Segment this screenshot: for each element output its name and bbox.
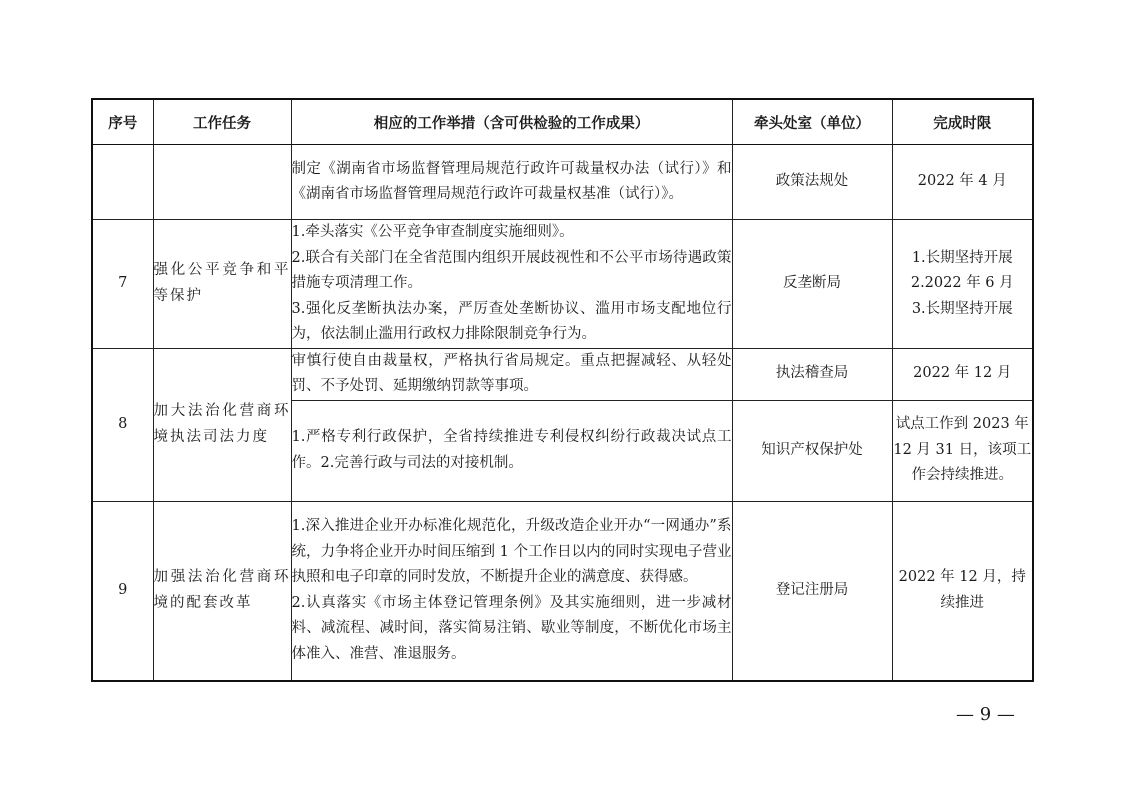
row-dept: 执法稽查局	[732, 348, 892, 400]
row-number: 9	[92, 501, 153, 681]
row-dept: 政策法规处	[732, 145, 892, 220]
header-deadline: 完成时限	[892, 99, 1033, 145]
table-row	[92, 348, 1033, 400]
row-task	[153, 145, 291, 220]
header-dept: 牵头处室（单位）	[732, 99, 892, 145]
row-measures	[291, 400, 732, 501]
deadline-item: 1.长期坚持开展	[911, 249, 1013, 266]
row-task: 加大法治化营商环境执法司法力度	[153, 348, 291, 501]
row-deadline	[892, 501, 1033, 681]
row-measures	[291, 348, 732, 400]
deadline-item: 2022 年 4 月	[917, 173, 1007, 190]
measure-item: 2.联合有关部门在全省范围内组织开展歧视性和不公平市场待遇政策措施专项清理工作。	[291, 249, 732, 291]
measure-item: 2.认真落实《市场主体登记管理条例》及其实施细则，进一步减材料、减流程、减时间，落实简易注销、歇业等制度，不断优化市场主体准入、准营、准退服务。	[291, 594, 732, 662]
table-row	[92, 145, 1033, 220]
header-measures: 相应的工作举措（含可供检验的工作成果）	[291, 99, 732, 145]
row-dept: 反垄断局	[732, 220, 892, 349]
deadline-item: 2022 年 12 月	[913, 365, 1012, 382]
header-no: 序号	[92, 99, 153, 145]
row-number: 8	[92, 348, 153, 501]
row-task: 加强法治化营商环境的配套改革	[153, 501, 291, 681]
measure-item: 3.强化反垄断执法办案，严厉查处垄断协议、滥用市场支配地位行为，依法制止滥用行政权力排除限制竞争行为。	[291, 300, 732, 342]
measure-item: 1.深入推进企业开办标准化规范化，升级改造企业开办“一网通办”系统，力争将企业开办时间压缩到 1 个工作日以内的同时实现电子营业执照和电子印章的同时发放，不断提升企业的满意度、获得感。	[291, 518, 732, 586]
deadline-item: 试点工作到 2023 年 12 月 31 日，该项工作会持续推进。	[893, 416, 1032, 484]
row-number: 7	[92, 220, 153, 349]
row-measures	[291, 145, 732, 220]
measure-item: 审慎行使自由裁量权，严格执行省局规定。重点把握减轻、从轻处罚、不予处罚、延期缴纳罚款等事项。	[291, 352, 732, 394]
deadline-item: 2022 年 12 月，持续推进	[898, 569, 1026, 611]
measure-item: 1.牵头落实《公平竞争审查制度实施细则》。	[291, 224, 574, 240]
row-deadline	[892, 145, 1033, 220]
row-number	[92, 145, 153, 220]
row-deadline	[892, 220, 1033, 349]
table-row	[92, 501, 1033, 681]
row-measures	[291, 501, 732, 681]
table-header-row	[92, 99, 1033, 145]
measure-item: 1.严格专利行政保护，全省持续推进专利侵权纠纷行政裁决试点工作。2.完善行政与司法的对接机制。	[291, 429, 732, 471]
task-table	[91, 98, 1034, 682]
measure-item: 制定《湖南省市场监督管理局规范行政许可裁量权办法（试行）》和《湖南省市场监督管理局规范行政许可裁量权基准（试行）》。	[291, 160, 732, 202]
row-deadline	[892, 348, 1033, 400]
table-row	[92, 220, 1033, 349]
row-deadline	[892, 400, 1033, 501]
header-task: 工作任务	[153, 99, 291, 145]
row-dept: 登记注册局	[732, 501, 892, 681]
deadline-item: 3.长期坚持开展	[911, 300, 1013, 317]
row-dept: 知识产权保护处	[732, 400, 892, 501]
deadline-item: 2.2022 年 6 月	[910, 275, 1014, 291]
row-task: 强化公平竞争和平等保护	[153, 220, 291, 349]
page-number: — 9 —	[956, 704, 1015, 725]
row-measures	[291, 220, 732, 349]
